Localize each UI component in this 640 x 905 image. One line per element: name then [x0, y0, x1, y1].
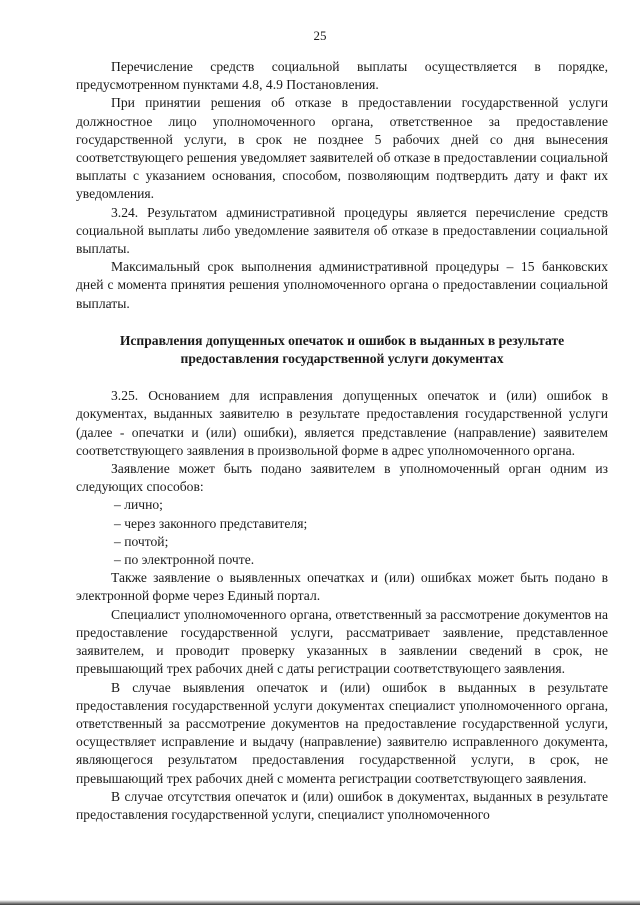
paragraph: При принятии решения об отказе в предоставлении государственной услуги должностное лицо уполномоченного органа, ответственное за предоставление государственной услуги, в срок не позднее 5 рабочих дней со дня вынесения соответствующего решения уведомляет заявителей об отказе в предоставлении социальной выплаты с указанием основания, способом, позволяющим подтвердить дату и факт их уведомления.: [76, 95, 608, 202]
paragraph: Специалист уполномоченного органа, ответственный за рассмотрение документов на предоставление государственной услуги, рассматривает заявление, представленное заявителем, и проводит проверку указанных в заявлении сведений в срок, не превышающий трех рабочих дней с даты регистрации соответствующего заявления.: [76, 606, 608, 677]
paragraph: В случае выявления опечаток и (или) ошибок в выданных в результате предоставления государственной услуги документах специалист уполномоченного органа, ответственный за рассмотрение документов на предоставление государственной услуги, осуществляет исправление и выдачу (направление) заявителю исправленного документа, являющегося результатом предоставления государственной услуги, в срок, не превышающий трех рабочих дней с момента регистрации соответствующего заявления.: [76, 679, 608, 786]
section-heading: Исправления допущенных опечаток и ошибок в выданных в результате предоставления государственной услуги документах: [119, 332, 565, 367]
paragraph: 3.24. Результатом административной процедуры является перечисление средств социальной выплаты либо уведомление заявителя об отказе в предоставлении социальной выплаты.: [76, 204, 608, 257]
paragraph: Заявление может быть подано заявителем в уполномоченный орган одним из следующих способов:: [76, 461, 608, 495]
submission-methods-list: [76, 496, 608, 569]
list-item: – почтой;: [114, 533, 169, 549]
paragraph: 3.25. Основанием для исправления допущенных опечаток и (или) ошибок в документах, выданных заявителю в результате предоставления государственной услуги (далее - опечатки и (или) ошибки), является представление (направление) заявителем соответствующего заявления в произвольной форме в адрес уполномоченного органа.: [76, 388, 608, 458]
scan-edge-shadow: [0, 900, 640, 905]
list-item: – через законного представителя;: [114, 515, 308, 531]
document-body: [76, 58, 608, 824]
list-item: – лично;: [114, 497, 163, 513]
paragraph: Перечисление средств социальной выплаты осуществляется в порядке, предусмотренном пунктами 4.8, 4.9 Постановления.: [76, 59, 608, 93]
paragraph: Также заявление о выявленных опечатках и (или) ошибках может быть подано в электронной форме через Единый портал.: [76, 570, 608, 604]
paragraph: Максимальный срок выполнения административной процедуры – 15 банковских дней с момента принятия решения уполномоченного органа о предоставлении социальной выплаты.: [76, 259, 608, 311]
paragraph: В случае отсутствия опечаток и (или) ошибок в документах, выданных в результате предоставления государственной услуги, специалист уполномоченного: [76, 788, 608, 822]
list-item: – по электронной почте.: [114, 552, 255, 568]
page-number: 25: [313, 28, 327, 43]
